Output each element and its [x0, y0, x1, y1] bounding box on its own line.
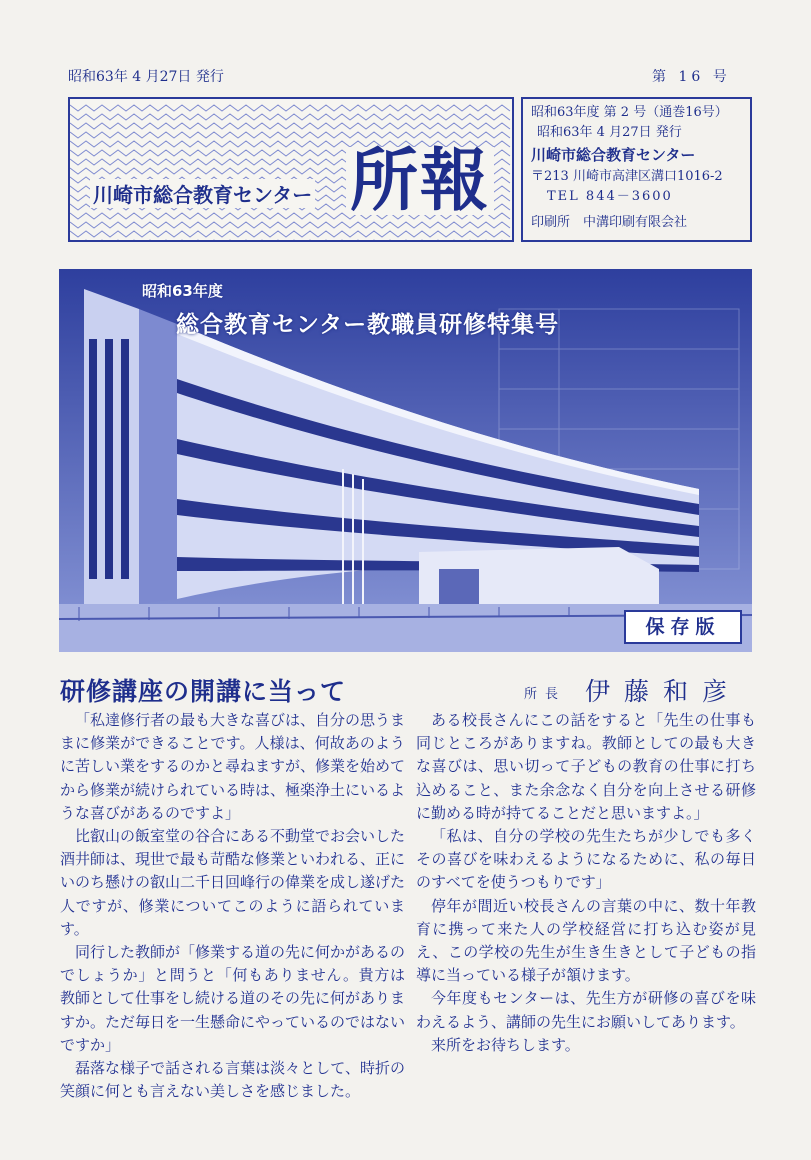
article-paragraph: 「私は、自分の学校の先生たちが少しでも多くその喜びを味わえるようになるために、私の毎日のすべてを使うつもりです」: [416, 827, 756, 892]
chevron-line: [70, 231, 510, 237]
author-role: 所長: [524, 687, 567, 702]
masthead: [68, 97, 514, 242]
masthead-title: 所報: [346, 147, 494, 215]
article-column-left: [60, 709, 405, 1103]
article-paragraph: 停年が間近い校長さんの言葉の中に、数十年教育に携って来た人の学校経営に打ち込む姿が見え、この学校の先生が生き生きとして子どもの指導に当っている様子が頷けます。: [416, 896, 756, 985]
issue-date: 昭和63年 4 月27日 発行: [68, 69, 224, 85]
chevron-line: [70, 114, 510, 120]
info-tel: TEL 844－3600: [547, 189, 673, 204]
masthead-org-name: 川崎市総合教育センター: [90, 179, 315, 208]
chevron-line: [70, 222, 510, 228]
info-box: [521, 97, 752, 242]
info-org-name: 川崎市総合教育センター: [531, 146, 696, 164]
issue-number: 第 16 号: [652, 69, 731, 85]
chevron-line: [70, 132, 510, 138]
chevron-line: [70, 240, 510, 242]
chevron-line: [70, 105, 510, 111]
article-paragraph: 今年度もセンターは、先生方が研修の喜びを味わえるよう、講師の先生にお願いしてあります。: [416, 989, 756, 1031]
article-paragraph: 比叡山の飯室堂の谷合にある不動堂でお会いした酒井師は、現世で最も苛酷な修業といわれる、正にいのち懸けの叡山二千日回峰行の偉業を成し遂げた人ですが、修業についてこのように語られています。: [60, 827, 406, 938]
article-paragraph: ある校長さんにこの話をすると「先生の仕事も同じところがありますね。教師としての最も大きな喜びは、思い切って子どもの教育の仕事に打ち込めること、また余念なく自分を向上させる研修に勤める時が持てることだと思いますよ。」: [416, 711, 756, 822]
photo-year-label: 昭和63年度: [142, 282, 223, 300]
author-name: 伊藤和彦: [585, 677, 742, 706]
article-title: 研修講座の開講に当って: [60, 677, 347, 706]
info-date-line: 昭和63年 4 月27日 発行: [537, 125, 682, 140]
info-printer: 印刷所 中溝印刷有限会社: [531, 215, 688, 230]
article-paragraph: 磊落な様子で話される言葉は淡々として、時折の笑顔に何とも言えない美しさを感じました。: [60, 1059, 405, 1101]
info-address: 〒213 川崎市高津区溝口1016-2: [531, 169, 723, 184]
photo-feature-title: 総合教育センター教職員研修特集号: [176, 312, 560, 338]
article-paragraph: 来所をお待ちします。: [431, 1035, 580, 1054]
article-paragraph: 同行した教師が「修業する道の先に何かがあるのでしょうか」と問うと「何もありません。貴方は教師として仕事をし続ける道のその先に何がありますか。ただ毎日を一生懸命にやっているのではないですか」: [60, 943, 406, 1054]
keep-edition-badge: 保存版: [624, 610, 742, 644]
chevron-line: [70, 123, 510, 129]
info-issue-line: 昭和63年度 第 2 号（通巻16号）: [531, 105, 728, 120]
article-paragraph: 「私達修行者の最も大きな喜びは、自分の思うままに修業ができることです。人様は、何故あのように苦しい業をするのかと尋ねますが、修業を始めてから修業が続けられている時は、極楽浄土にいるような喜びがあるのですよ」: [60, 711, 406, 822]
article-column-right: [416, 709, 756, 1057]
